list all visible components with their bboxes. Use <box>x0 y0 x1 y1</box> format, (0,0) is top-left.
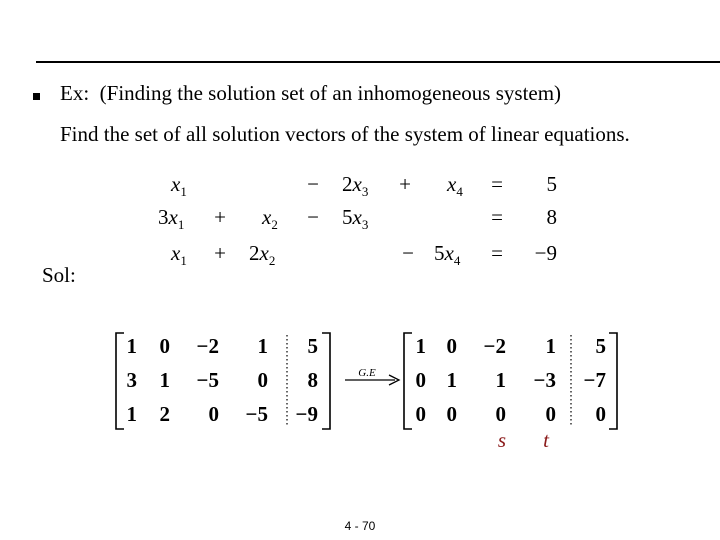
matrix-entry: 1 <box>126 334 137 358</box>
matrix-entry: 5 <box>595 334 606 358</box>
matrix-entry: −2 <box>196 334 219 358</box>
matrix-entry: −3 <box>533 368 556 392</box>
matrix-entry: 5 <box>307 334 318 358</box>
matrix-entry: 0 <box>257 368 268 392</box>
operator: − <box>307 172 319 196</box>
term-x1: $x_1$ <box>171 172 187 199</box>
term-x2: $x_2$ <box>262 205 278 232</box>
matrix-entry: 0 <box>545 402 556 426</box>
equals-sign: = <box>491 241 503 265</box>
term-x3: $2x_3$ <box>342 172 369 199</box>
reduced-matrix <box>404 333 617 429</box>
term-x4: $5x_4$ <box>434 241 461 268</box>
free-variable-t: t <box>543 428 549 452</box>
matrix-entry: 0 <box>495 402 506 426</box>
free-variable-labels <box>498 428 550 452</box>
matrix-entry: −7 <box>583 368 606 392</box>
solution-label: Sol: <box>42 263 76 287</box>
rhs-value: 5 <box>546 172 557 196</box>
gaussian-elimination-arrow <box>345 367 399 385</box>
rhs-value: −9 <box>534 241 557 265</box>
matrix-entry: 0 <box>595 402 606 426</box>
matrix-entry: −5 <box>245 402 268 426</box>
term-x4: $x_4$ <box>447 172 463 199</box>
example-title: (Finding the solution set of an inhomogeneous system) <box>99 81 562 105</box>
right-bracket <box>609 333 617 429</box>
matrix-entry: 0 <box>415 402 426 426</box>
linear-system <box>158 172 557 268</box>
matrix-entry: 0 <box>208 402 219 426</box>
matrix-entry: 1 <box>545 334 556 358</box>
system-row <box>170 241 557 268</box>
right-bracket <box>322 333 330 429</box>
arrow-label: G.E <box>358 367 376 379</box>
operator: + <box>214 241 226 265</box>
equals-sign: = <box>491 172 503 196</box>
matrix-entry: 0 <box>415 368 426 392</box>
term-x1: $x_1$ <box>171 241 187 268</box>
matrix-entry: 0 <box>446 402 457 426</box>
system-row <box>170 172 557 199</box>
matrix-entry: 1 <box>446 368 457 392</box>
matrix-entry: −2 <box>483 334 506 358</box>
matrix-entry: 3 <box>126 368 137 392</box>
matrix-entry: 0 <box>159 334 170 358</box>
system-row <box>158 205 557 232</box>
operator: − <box>402 241 414 265</box>
operator: + <box>214 205 226 229</box>
page-number: 4 - 70 <box>344 519 376 533</box>
term-x3: $5x_3$ <box>342 205 369 232</box>
term-x2: $2x_2$ <box>249 241 276 268</box>
rhs-value: 8 <box>546 205 557 229</box>
term-x1: $3x_1$ <box>158 205 185 232</box>
augmented-matrix <box>116 333 330 429</box>
matrix-entry: −5 <box>196 368 219 392</box>
matrix-entry: 1 <box>495 368 506 392</box>
instruction-text: Find the set of all solution vectors of the system of linear equations. <box>60 122 630 146</box>
free-variable-s: s <box>497 428 507 452</box>
matrix-entry: 1 <box>257 334 268 358</box>
equals-sign: = <box>491 205 503 229</box>
matrix-entry: 1 <box>126 402 137 426</box>
operator: − <box>307 205 319 229</box>
matrix-entry: 2 <box>159 402 170 426</box>
matrix-entry: 0 <box>446 334 457 358</box>
left-bracket <box>404 333 412 429</box>
matrix-entry: −9 <box>295 402 318 426</box>
matrix-entry: 8 <box>307 368 318 392</box>
matrix-entry: 1 <box>159 368 170 392</box>
left-bracket <box>116 333 124 429</box>
example-label: Ex: <box>60 81 90 105</box>
operator: + <box>399 172 411 196</box>
matrix-entry: 1 <box>415 334 426 358</box>
